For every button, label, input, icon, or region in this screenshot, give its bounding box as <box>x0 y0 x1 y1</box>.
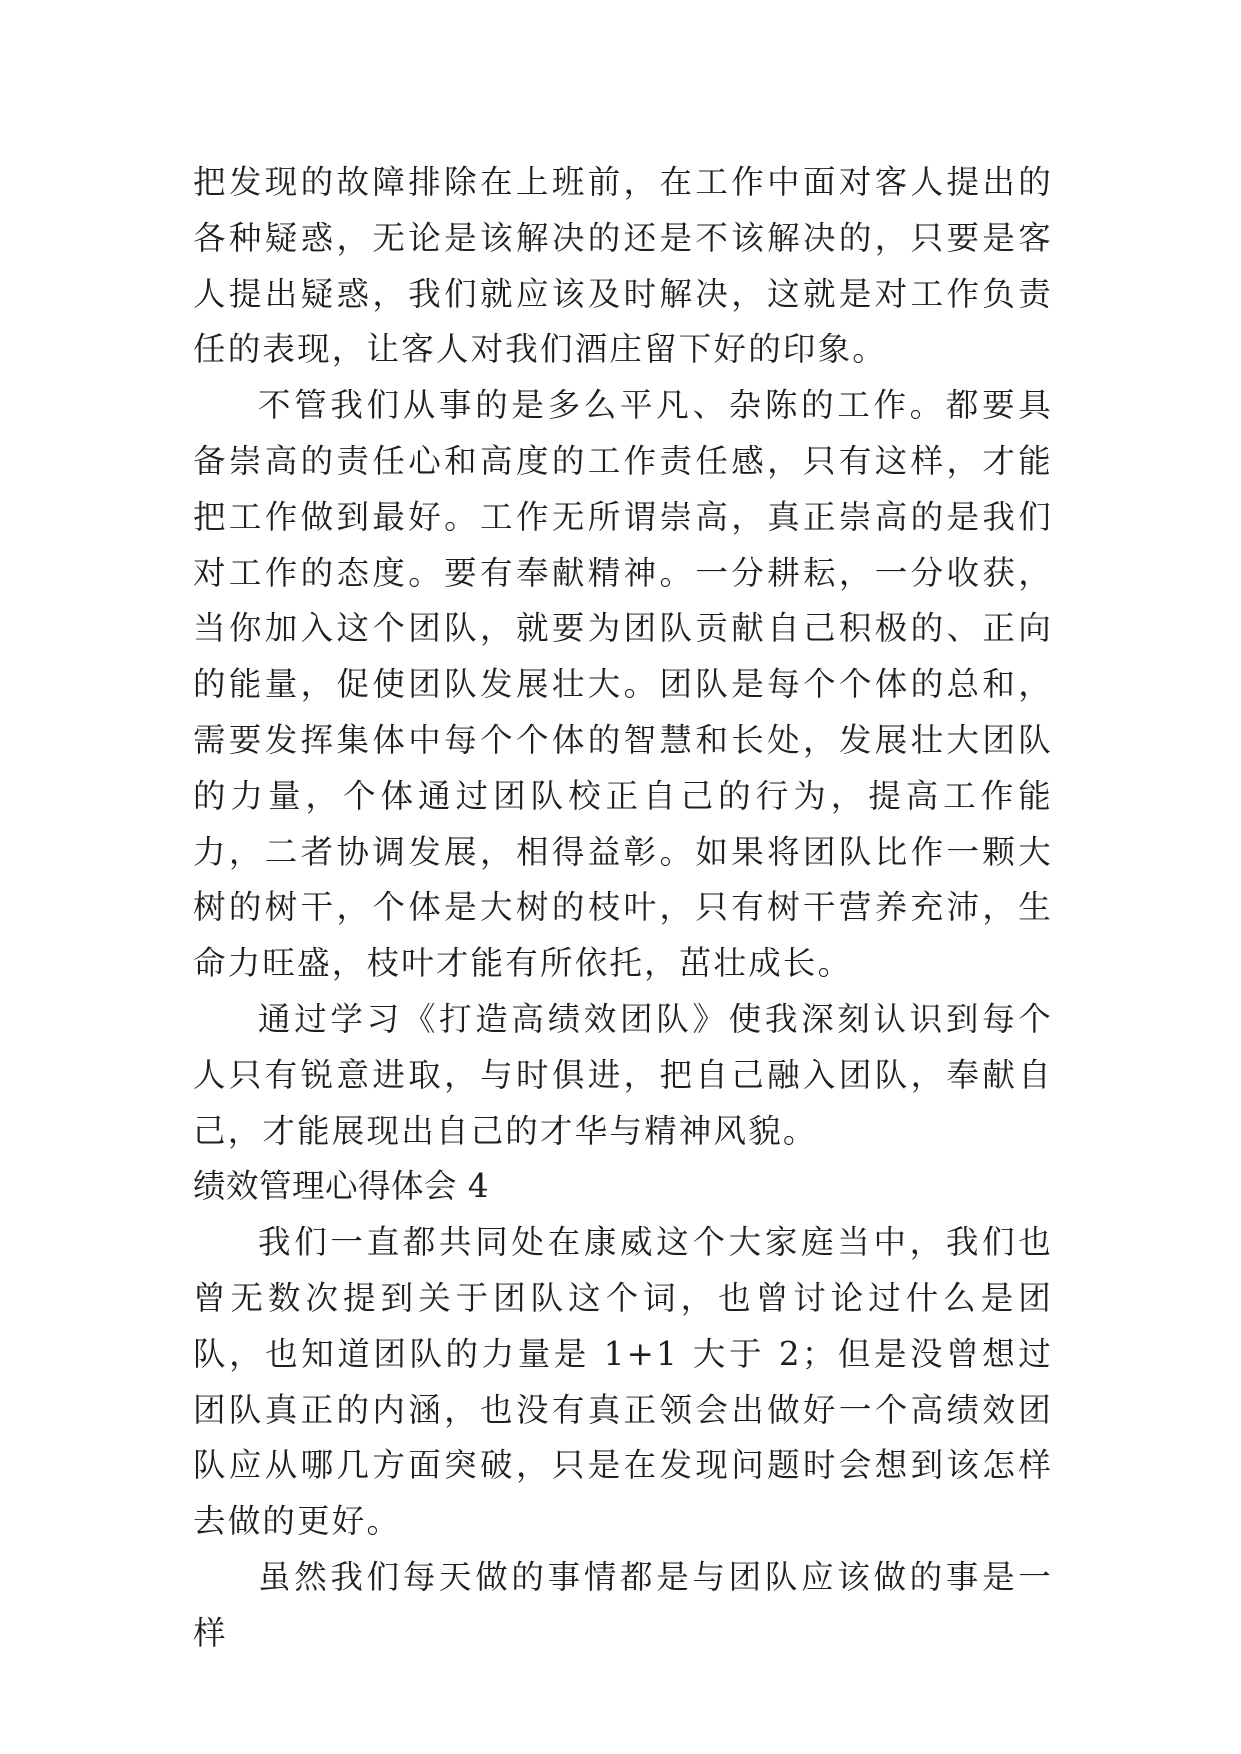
paragraph-responsibility: 不管我们从事的是多么平凡、杂陈的工作。都要具备崇高的责任心和高度的工作责任感，只有这样，才能把工作做到最好。工作无所谓崇高，真正崇高的是我们对工作的态度。要有奉献精神。一分耕耘，一分收获，当你加入这个团队，就要为团队贡献自己积极的、正向的能量，促使团队发展壮大。团队是每个个体的总和，需要发挥集体中每个个体的智慧和长处，发展壮大团队的力量，个体通过团队校正自己的行为，提高工作能力，二者协调发展，相得益彰。如果将团队比作一颗大树的树干，个体是大树的枝叶，只有树干营养充沛，生命力旺盛，枝叶才能有所依托，茁壮成长。 <box>193 386 1053 983</box>
paragraph-continuation: 把发现的故障排除在上班前，在工作中面对客人提出的各种疑惑，无论是该解决的还是不该解决的，只要是客人提出疑惑，我们就应该及时解决，这就是对工作负责任的表现，让客人对我们酒庄留下好的印象。 <box>193 163 1053 369</box>
section-heading: 绩效管理心得体会 4 <box>193 1167 490 1206</box>
paragraph-learning: 通过学习《打造高绩效团队》使我深刻认识到每个人只有锐意进取，与时俱进，把自己融入团队，奉献自己，才能展现出自己的才华与精神风貌。 <box>193 999 1053 1150</box>
document-body <box>193 155 1053 1662</box>
paragraph-team-family: 我们一直都共同处在康威这个大家庭当中，我们也曾无数次提到关于团队这个词，也曾讨论过什么是团队，也知道团队的力量是 1+1 大于 2；但是没曾想过团队真正的内涵，也没有真正领会出做好一个高绩效团队应从哪几方面突破，只是在发现问题时会想到该怎样去做的更好。 <box>193 1223 1053 1541</box>
paragraph-daily-work: 虽然我们每天做的事情都是与团队应该做的事是一样 <box>193 1557 1053 1652</box>
